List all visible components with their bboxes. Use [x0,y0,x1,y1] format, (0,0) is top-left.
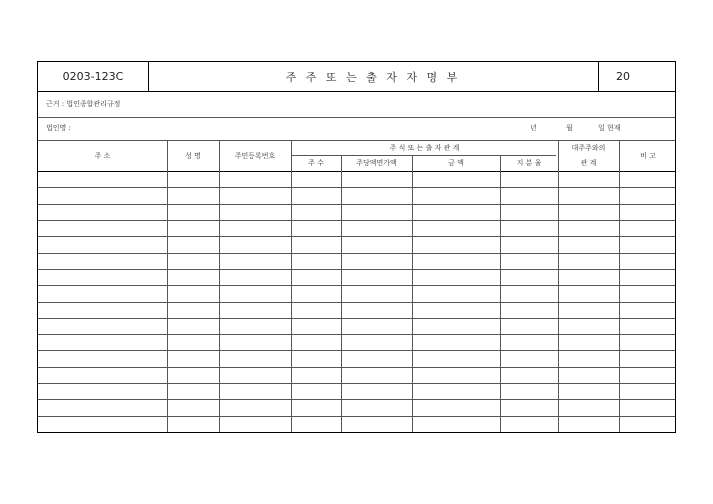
table-row [38,350,675,351]
header-ratio: 지 분 율 [516,159,542,167]
divider [291,155,556,156]
table-row [38,253,675,254]
year-prefix: 20 [616,70,630,83]
form-title: 주 주 또 는 출 자 자 명 부 [285,70,461,84]
date-year-label: 년 [530,124,537,132]
header-address: 주 소 [94,151,111,160]
date-day-current-label: 일 현재 [598,124,621,132]
shareholder-register-form [37,61,676,433]
header-name: 성 명 [185,151,201,160]
corp-name-label: 법인명 : [46,124,71,132]
table-body [38,171,675,432]
table-row [38,383,675,384]
divider [38,91,675,92]
header-relation-group: 주 식 또 는 출 자 관 계 [389,143,460,152]
table-row [38,236,675,237]
table-row [38,220,675,221]
header-amount: 금 액 [448,159,464,167]
table-row [38,204,675,205]
table-row [38,285,675,286]
header-remarks: 비 고 [640,151,656,160]
form-code: 0203-123C [62,70,124,83]
table-row [38,302,675,303]
table-row [38,334,675,335]
table-row [38,367,675,368]
basis-text: 근거 : 법인종합관리규정 [46,100,121,108]
header-resident-no: 주민등록번호 [234,151,276,160]
header-par-value: 주당액면가액 [356,159,397,167]
divider [38,117,675,118]
table-row [38,416,675,417]
header-shares: 주 수 [308,159,324,167]
table-row [38,269,675,270]
date-month-label: 월 [566,124,573,132]
table-row [38,187,675,188]
header-major-relation-line1: 대주주와의 [571,143,606,152]
divider [148,62,149,91]
header-major-relation-line2: 관 계 [580,159,597,167]
table-row [38,318,675,319]
table-row [38,399,675,400]
divider [598,62,599,91]
